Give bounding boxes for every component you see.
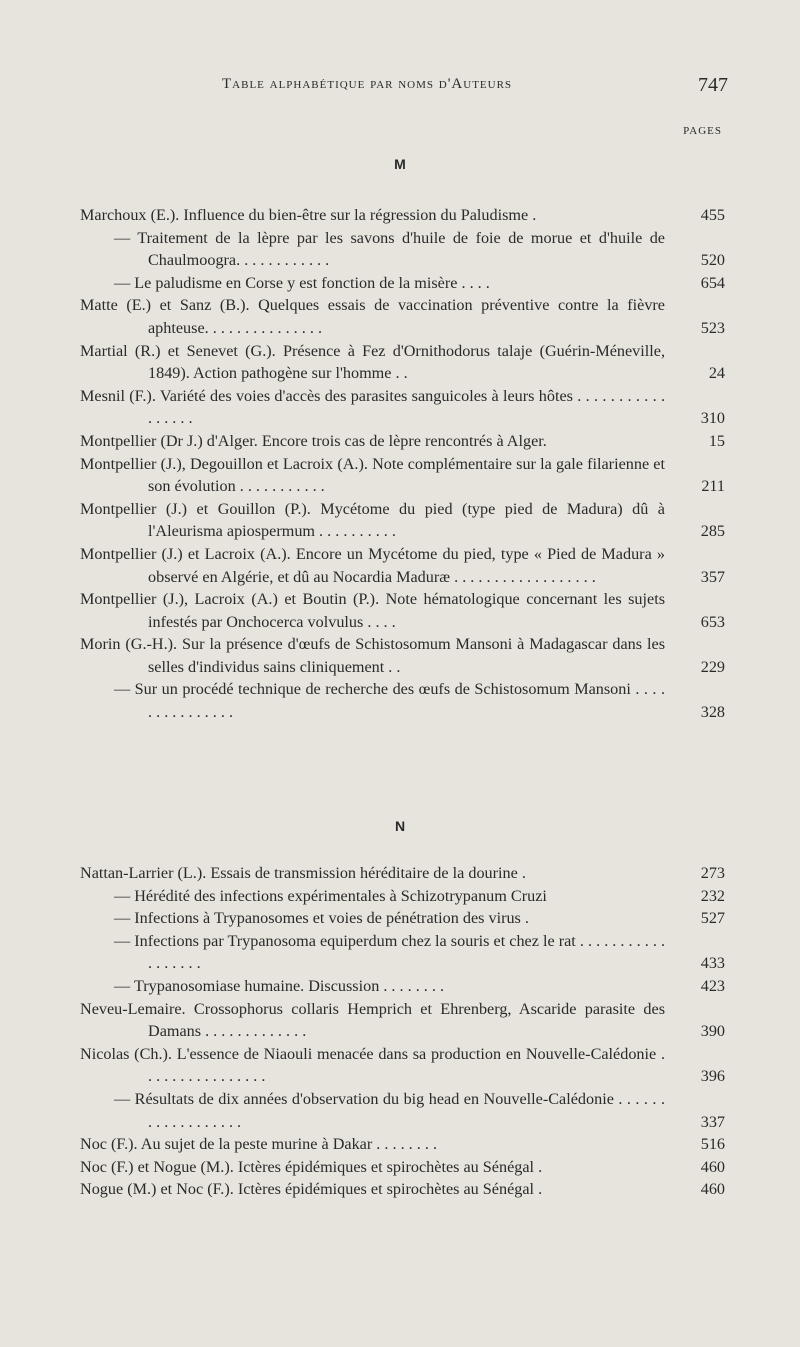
entry-page-number: 24 <box>708 364 725 383</box>
entry-page-number: 328 <box>700 703 725 722</box>
index-entry <box>80 885 725 908</box>
index-entry <box>80 1088 725 1133</box>
entry-page-number: 390 <box>700 1022 725 1041</box>
index-entry <box>80 975 725 998</box>
entry-page-number: 211 <box>701 477 725 496</box>
entry-text: Montpellier (J.) et Gouillon (P.). Mycétome du pied (type pied de Madura) dû à l'Aleurisma apiospermum . . . . . . . . . . <box>80 499 665 541</box>
entry-text: — Hérédité des infections expérimentales à Schizotrypanum Cruzi <box>114 886 547 905</box>
entry-text: Marchoux (E.). Influence du bien-être sur la régression du Paludisme . <box>80 206 537 224</box>
page-number: 747 <box>698 74 728 96</box>
section-letter-m: M <box>394 156 406 172</box>
index-entry <box>80 678 725 723</box>
index-entry <box>80 430 725 453</box>
entry-page-number: 15 <box>708 431 725 450</box>
entry-page-number: 523 <box>700 318 725 337</box>
entry-page-number: 653 <box>700 612 725 631</box>
entry-text: Noc (F.) et Nogue (M.). Ictères épidémiques et spirochètes au Sénégal . <box>80 1157 543 1176</box>
index-entry <box>80 588 725 633</box>
index-entry <box>80 1133 725 1156</box>
section-m-entries <box>80 204 725 724</box>
entry-text: — Résultats de dix années d'observation du big head en Nouvelle-Calédonie . . . . . . . . . . . . . . . . . . <box>114 1089 665 1131</box>
index-entry <box>80 272 725 295</box>
entry-text: — Infections à Trypanosomes et voies de pénétration des virus . <box>114 909 529 928</box>
index-entry <box>80 1178 725 1201</box>
running-head <box>0 76 800 100</box>
entry-text: Martial (R.) et Senevet (G.). Présence à Fez d'Ornithodorus talaje (Guérin-Méneville, 1849). Action pathogène sur l'homme . . <box>80 341 665 383</box>
index-entry <box>80 1156 725 1179</box>
section-n-entries <box>80 862 725 1201</box>
entry-text: Matte (E.) et Sanz (B.). Quelques essais de vaccination préventive contre la fièvre aphteuse. . . . . . . . . . . . . . . <box>80 296 665 337</box>
entry-page-number: 423 <box>700 976 725 995</box>
entry-page-number: 520 <box>700 251 725 270</box>
entry-page-number: 232 <box>700 886 725 905</box>
pages-column-label: PAGES <box>683 125 722 137</box>
entry-text: — Trypanosomiase humaine. Discussion . . . . . . . . <box>114 976 445 995</box>
entry-text: Nicolas (Ch.). L'essence de Niaouli menacée dans sa production en Nouvelle-Calédonie . . . . . . . . . . . . . . . . <box>80 1044 665 1086</box>
entry-page-number: 455 <box>700 206 725 224</box>
entry-text: Montpellier (J.) et Lacroix (A.). Encore un Mycétome du pied, type « Pied de Madura » observé en Algérie, et dû au Nocardia Maduræ . . . . . . . . . . . . . . . . . . <box>80 544 665 586</box>
entry-page-number: 433 <box>700 954 725 973</box>
index-entry <box>80 862 725 885</box>
index-entry <box>80 340 725 385</box>
index-entry <box>80 1043 725 1088</box>
entry-text: — Infections par Trypanosoma equiperdum chez la souris et chez le rat . . . . . . . . . . . . . . . . . . <box>114 931 665 973</box>
entry-page-number: 229 <box>700 657 725 676</box>
section-letter-n: N <box>394 818 406 834</box>
entry-text: Montpellier (J.), Degouillon et Lacroix (A.). Note complémentaire sur la gale filarienne et son évolution . . . . . . . . . . . <box>80 454 665 496</box>
index-entry <box>80 204 725 227</box>
index-entry <box>80 453 725 498</box>
entry-page-number: 337 <box>700 1112 725 1131</box>
entry-text: Morin (G.-H.). Sur la présence d'œufs de Schistosomum Mansoni à Madagascar dans les selles d'individus sains cliniquement . . <box>80 635 665 676</box>
entry-page-number: 357 <box>700 567 725 586</box>
entry-text: — Sur un procédé technique de recherche des œufs de Schistosomum Mansoni . . . . . . . . . . . . . . . <box>114 680 665 722</box>
index-entry <box>80 543 725 588</box>
entry-page-number: 527 <box>700 909 725 928</box>
entry-text: Noc (F.). Au sujet de la peste murine à Dakar . . . . . . . . <box>80 1135 437 1154</box>
index-entry <box>80 998 725 1043</box>
entry-text: Neveu-Lemaire. Crossophorus collaris Hemprich et Ehrenberg, Ascaride parasite des Damans . . . . . . . . . . . . . <box>80 999 665 1041</box>
index-entry <box>80 385 725 430</box>
entry-page-number: 285 <box>700 522 725 541</box>
entry-text: Montpellier (Dr J.) d'Alger. Encore trois cas de lèpre rencontrés à Alger. <box>80 431 547 450</box>
running-title: Table alphabétique par noms d'Auteurs <box>222 76 513 92</box>
entry-text: Montpellier (J.), Lacroix (A.) et Boutin (P.). Note hématologique concernant les sujets infestés par Onchocerca volvulus . . . . <box>80 590 665 631</box>
entry-text: Nogue (M.) et Noc (F.). Ictères épidémiques et spirochètes au Sénégal . <box>80 1180 543 1199</box>
index-entry <box>80 633 725 678</box>
entry-page-number: 516 <box>700 1135 725 1154</box>
entry-text: — Le paludisme en Corse y est fonction de la misère . . . . <box>114 273 490 292</box>
index-entry <box>80 498 725 543</box>
entry-page-number: 310 <box>700 409 725 428</box>
entry-page-number: 460 <box>700 1157 725 1176</box>
index-entry <box>80 227 725 272</box>
index-entry <box>80 930 725 975</box>
entry-page-number: 396 <box>700 1067 725 1086</box>
entry-text: Nattan-Larrier (L.). Essais de transmission héréditaire de la dourine . <box>80 864 526 882</box>
entry-page-number: 654 <box>700 273 725 292</box>
entry-page-number: 460 <box>700 1180 725 1199</box>
index-entry <box>80 294 725 339</box>
entry-text: — Traitement de la lèpre par les savons d'huile de foie de morue et d'huile de Chaulmoogra. . . . . . . . . . . . <box>114 228 665 270</box>
entry-text: Mesnil (F.). Variété des voies d'accès des parasites sanguicoles à leurs hôtes . . . . . . . . . . . . . . . . . <box>80 386 665 428</box>
entry-page-number: 273 <box>700 864 725 882</box>
index-entry <box>80 907 725 930</box>
